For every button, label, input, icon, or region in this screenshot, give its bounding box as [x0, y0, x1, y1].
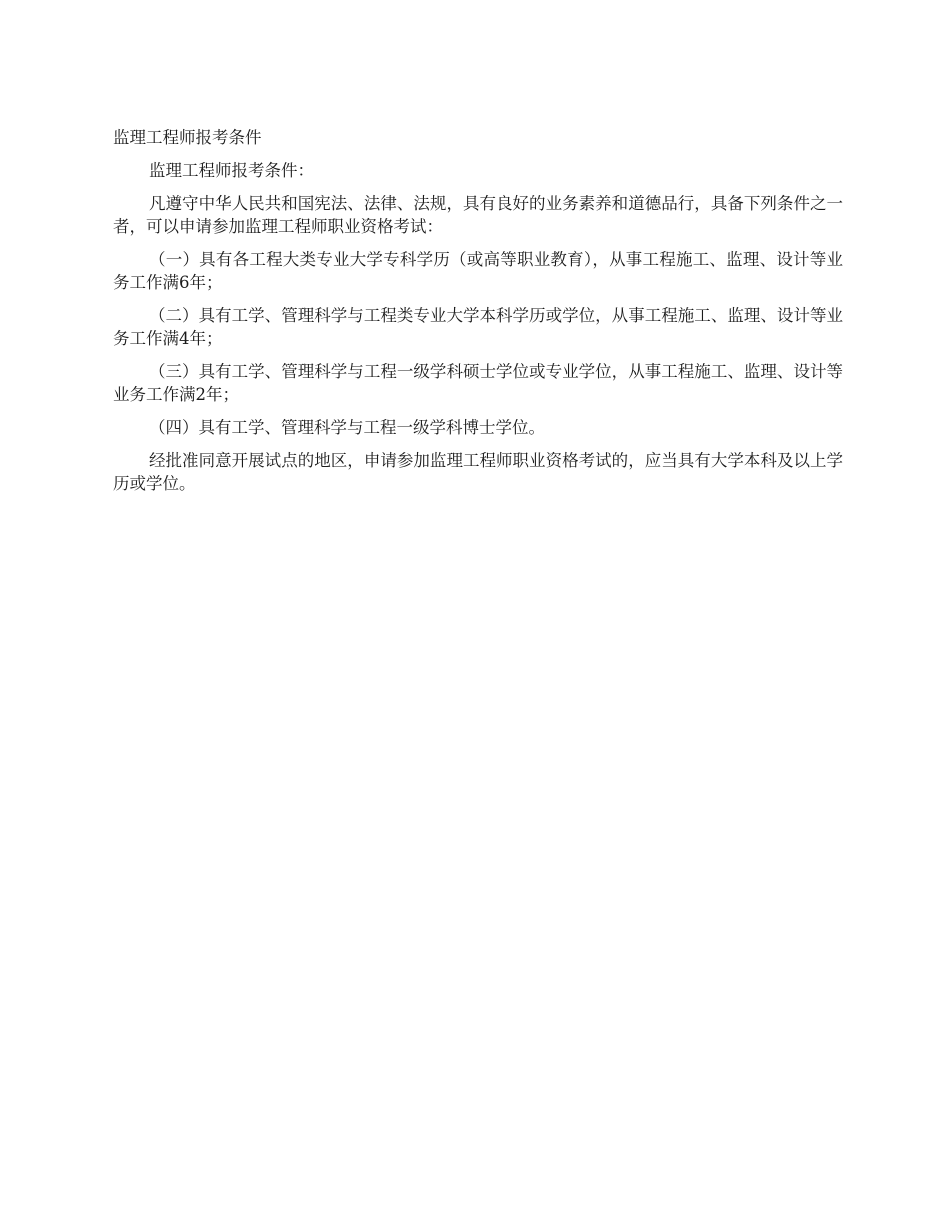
condition-item-1: （一）具有各工程大类专业大学专科学历（或高等职业教育），从事工程施工、监理、设计等业务工作满6年；: [113, 250, 843, 292]
intro-paragraph: 凡遵守中华人民共和国宪法、法律、法规，具有良好的业务素养和道德品行，具备下列条件之一者，可以申请参加监理工程师职业资格考试：: [113, 194, 843, 236]
document-title: 监理工程师报考条件: [113, 128, 262, 147]
document-body: [113, 126, 843, 495]
section-heading: 监理工程师报考条件：: [149, 161, 314, 180]
condition-item-4: （四）具有工学、管理科学与工程一级学科博士学位。: [149, 418, 545, 437]
condition-item-3: （三）具有工学、管理科学与工程一级学科硕士学位或专业学位，从事工程施工、监理、设计等业务工作满2年；: [113, 362, 843, 404]
condition-item-2: （二）具有工学、管理科学与工程类专业大学本科学历或学位，从事工程施工、监理、设计等业务工作满4年；: [113, 306, 843, 348]
closing-paragraph: 经批准同意开展试点的地区，申请参加监理工程师职业资格考试的，应当具有大学本科及以上学历或学位。: [113, 451, 843, 493]
